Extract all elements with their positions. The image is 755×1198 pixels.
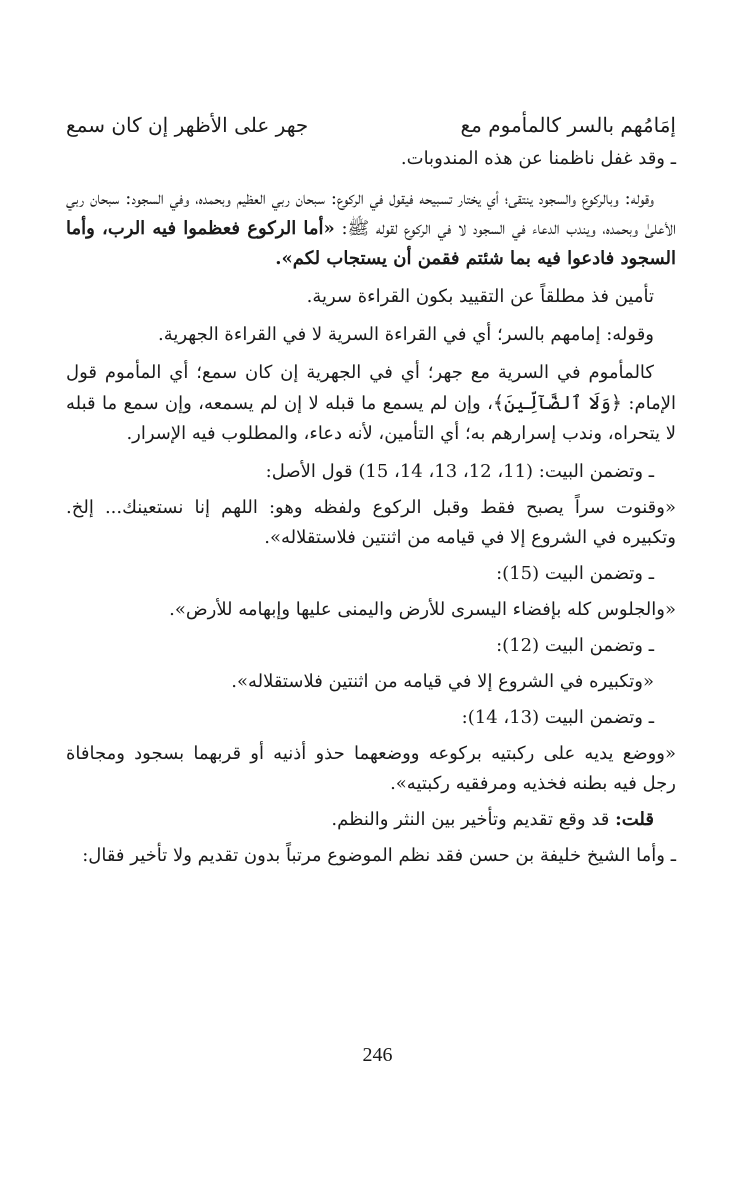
section-heading-verses-13-14: ـ وتضمن البيت (13، 14): <box>461 707 654 728</box>
page-number: 246 <box>362 1044 393 1066</box>
paragraph-mamum <box>66 358 676 449</box>
paragraph-tamin: تأمين فذ مطلقاً عن التقييد بكون القراءة سرية. <box>306 286 654 307</box>
hadith-quote: «أما الركوع فعظموا فيه الرب، وأما السجود فادعوا فيه بما شئتم فقمن أن يستجاب لكم». <box>66 218 676 269</box>
section-heading-verses-11-15: ـ وتضمن البيت: (11، 12، 13، 14، 15) قول الأصل: <box>265 461 654 482</box>
quote-rukuu-sujud: «ووضع يديه على ركبتيه بركوعه ووضعهما حذو أذنيه أو قربهما بسجود ومجافاة رجل فيه بطنه فخذيه ومرفقيه ركبتيه». <box>66 743 676 794</box>
paragraph-mamum-continuation: ، وإن لم يسمع ما قبله لا إن لم يسمعه، وإن سمع ما قبله لا يتحراه، وندب إسرارهم به؛ أي التأمين، لأنه دعاء، والمطلوب فيه الإسرار. <box>66 393 676 444</box>
closing-paragraph: ـ وأما الشيخ خليفة بن حسن فقد نظم الموضوع مرتباً بدون تقديم ولا تأخير فقال: <box>82 845 676 866</box>
page-body <box>66 108 676 877</box>
section-heading-verse-12: ـ وتضمن البيت (12): <box>496 635 654 656</box>
verse-left-hemistich: جهر على الأظهر إن كان سمع <box>66 113 309 137</box>
paragraph-imam-sirr: وقوله: إمامهم بالسر؛ أي في القراءة السرية لا في القراءة الجهرية. <box>157 324 654 345</box>
paragraph-mamum-text: كالمأموم في السرية مع جهر؛ أي في الجهرية إن كان سمع؛ أي المأموم قول الإمام: <box>66 362 676 414</box>
quote-takbir: «وتكبيره في الشروع إلا في قيامه من اثنتين فلاستقلاله». <box>231 671 654 692</box>
comment-text: قد وقع تقديم وتأخير بين النثر والنظم. <box>331 809 616 830</box>
poem-verse <box>66 108 676 144</box>
quote-julus: «والجلوس كله بإفضاء اليسرى للأرض واليمنى عليها وإبهامه للأرض». <box>169 599 676 620</box>
comment-label: قلت: <box>615 809 654 830</box>
paragraph-tasbih-text: وقوله: وبالركوع والسجود ينتقى؛ أي يختار تسبيحه فيقول في الركوع: سبحان ربي العظيم وبحمده، وفي السجود: سبحان ربي الأعلىٰ وبحمده، ويندب الدعاء في السجود لا في الركوع لقوله ﷺ: <box>66 188 676 239</box>
comment-paragraph <box>66 805 676 835</box>
quran-quote: ﴿وَلَا ٱلضَّآلِّينَ﴾ <box>492 392 623 414</box>
verse-right-hemistich: إمَامُهم بالسر كالمأموم مع <box>460 113 676 137</box>
section-heading-verse-15: ـ وتضمن البيت (15): <box>496 563 654 584</box>
quote-qunut: «وقنوت سراً يصبح فقط وقبل الركوع ولفظه وهو: اللهم إنا نستعينك... إلخ. وتكبيره في الشروع إلا في قيامه من اثنتين فلاستقلاله». <box>66 497 676 548</box>
paragraph-tasbih <box>66 184 676 274</box>
editor-note: ـ وقد غفل ناظمنا عن هذه المندوبات. <box>400 148 676 169</box>
